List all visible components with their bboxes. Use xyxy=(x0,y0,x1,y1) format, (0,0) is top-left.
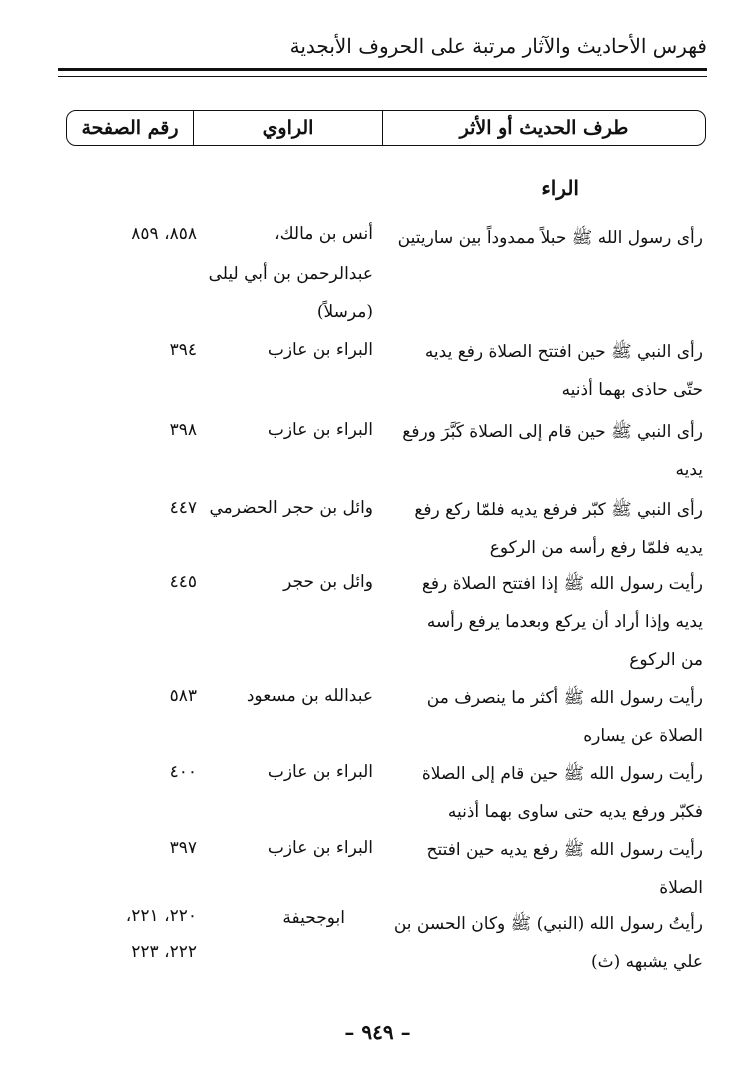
narrator-text: وائل بن حجر xyxy=(283,572,373,592)
hadith-text: رأى النبي ﷺ حين افتتح الصلاة رفع يديه xyxy=(424,342,703,362)
hadith-text: يديه فلمّا رفع رأسه من الركوع xyxy=(489,538,703,558)
narrator-text: عبدالرحمن بن أبي ليلى xyxy=(208,264,373,284)
narrator-text: أنس بن مالك، xyxy=(274,224,373,244)
running-head: فهرس الأحاديث والآثار مرتبة على الحروف الأبجدية xyxy=(289,34,707,58)
hadith-text: يديه xyxy=(675,460,703,480)
narrator-text: البراء بن عازب xyxy=(267,340,373,360)
hadith-text: الصلاة عن يساره xyxy=(583,726,703,746)
page-ref: ٣٩٨ xyxy=(169,420,197,440)
page-ref: ٤٤٥ xyxy=(169,572,197,592)
hadith-text: رأيت رسول الله ﷺ أكثر ما ينصرف من xyxy=(426,688,703,708)
hadith-text: رأيت رسول الله ﷺ رفع يديه حين افتتح xyxy=(426,840,703,860)
hadith-text: الصلاة xyxy=(659,878,703,898)
page-ref: ٤٠٠ xyxy=(169,762,197,782)
column-header-narrator: الراوي xyxy=(193,111,382,145)
hadith-text: فكبّر ورفع يديه حتى ساوى بهما أذنيه xyxy=(447,802,703,822)
narrator-text: البراء بن عازب xyxy=(267,762,373,782)
column-header-hadith: طرف الحديث أو الأثر xyxy=(382,111,705,145)
hadith-text: رأيت رسول الله ﷺ إذا افتتح الصلاة رفع xyxy=(421,574,703,594)
hadith-text: رأى النبي ﷺ كبّر فرفع يديه فلمّا ركع رفع xyxy=(414,500,703,520)
hadith-text: رأى رسول الله ﷺ حبلاً ممدوداً بين ساريتين xyxy=(397,228,703,248)
column-header-page: رقم الصفحة xyxy=(81,117,179,139)
hadith-text: حتّى حاذى بهما أذنيه xyxy=(561,380,703,400)
narrator-text: وائل بن حجر الحضرمي xyxy=(209,498,373,518)
page-ref: ٣٩٤ xyxy=(169,340,197,360)
hadith-text: من الركوع xyxy=(629,650,703,670)
page-ref: ٨٥٨، ٨٥٩ xyxy=(131,224,197,244)
hadith-text: رأيت رسول الله ﷺ حين قام إلى الصلاة xyxy=(421,764,703,784)
hadith-text: رأى النبي ﷺ حين قام إلى الصلاة كَبَّرَ ورفع xyxy=(402,422,703,442)
hadith-text: رأيتُ رسول الله (النبي) ﷺ وكان الحسن بن xyxy=(393,914,703,934)
page-ref: ٤٤٧ xyxy=(169,498,197,518)
page-ref: ٢٢٠، ٢٢١، xyxy=(125,906,197,926)
hadith-text: يديه وإذا أراد أن يركع وبعدما يرفع رأسه xyxy=(426,612,703,632)
narrator-text: عبدالله بن مسعود xyxy=(246,686,373,706)
section-title: الراء xyxy=(541,176,579,200)
narrator-text: (مرسلاً) xyxy=(316,302,373,322)
page-ref: ٥٨٣ xyxy=(169,686,197,706)
hadith-text: علي يشبهه (ث) xyxy=(591,952,703,972)
page-ref: ٣٩٧ xyxy=(169,838,197,858)
narrator-text: البراء بن عازب xyxy=(267,420,373,440)
page-ref: ٢٢٢، ٢٢٣ xyxy=(131,942,197,962)
page-number: – ٩٤٩ – xyxy=(344,1020,411,1044)
narrator-text: البراء بن عازب xyxy=(267,838,373,858)
narrator-text: ابوجحيفة xyxy=(282,908,345,928)
